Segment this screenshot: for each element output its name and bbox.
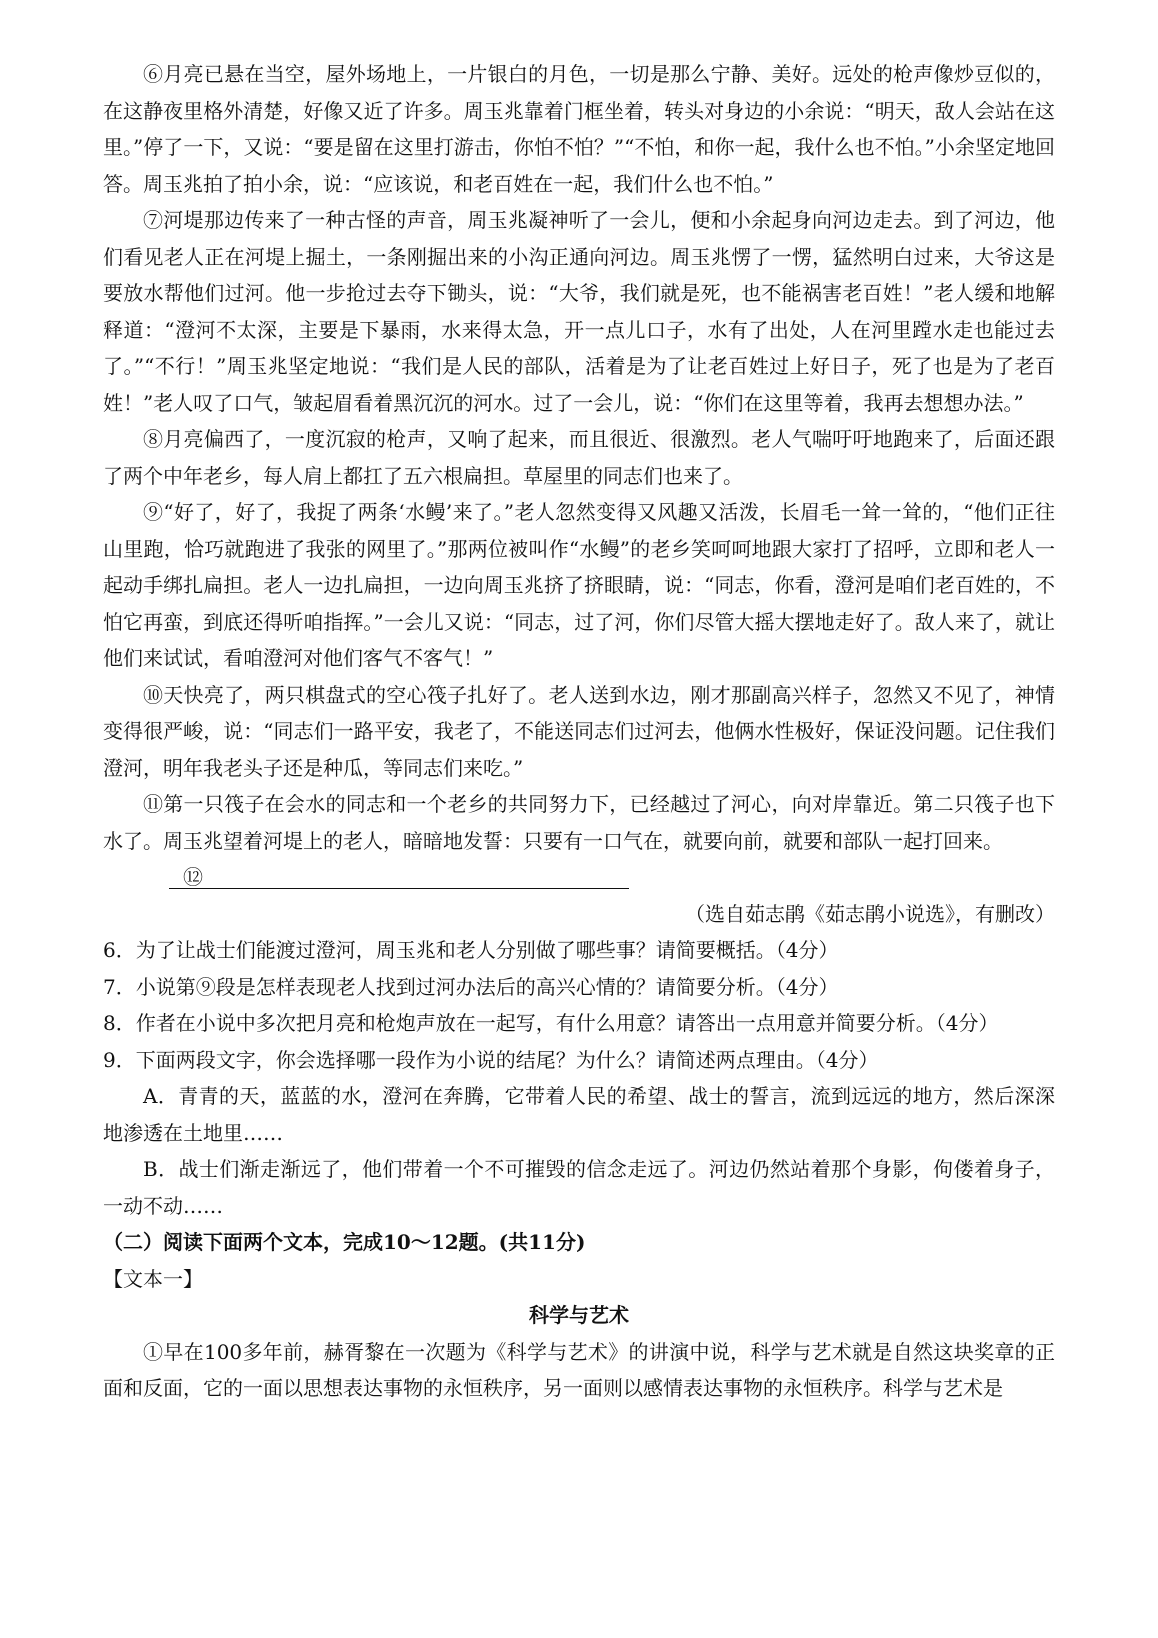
question-9: 9．下面两段文字，你会选择哪一段作为小说的结尾？为什么？请简述两点理由。（4分） — [103, 1047, 879, 1072]
story-paragraph-10: ⑩天快亮了，两只棋盘式的空心筏子扎好了。老人送到水边，刚才那副高兴样子，忽然又不见了，神情变得很严峻，说：“同志们一路平安，我老了，不能送同志们过河去，他俩水性极好，保证没问题。记住我们澄河，明年我老头子还是种瓜，等同志们来吃。” — [103, 682, 1055, 780]
question-9-option-b: B．战士们渐走渐远了，他们带着一个不可摧毁的信念走远了。河边仍然站着那个身影，佝偻着身子，一动不动…… — [103, 1157, 1055, 1218]
text-one-label: 【文本一】 — [103, 1266, 203, 1291]
story-source-citation: （选自茹志鹃《茹志鹃小说选》，有删改） — [685, 901, 1055, 926]
question-6: 6．为了让战士们能渡过澄河，周玉兆和老人分别做了哪些事？请简要概括。（4分） — [103, 938, 839, 962]
story-paragraph-12-blank — [103, 859, 1055, 896]
story-paragraph-9: ⑨“好了，好了，我捉了两条‘水鳗’来了。”老人忽然变得又风趣又活泼，长眉毛一耸一耸的，“他们正往山里跑，恰巧就跑进了我张的网里了。”那两位被叫作“水鳗”的老乡笑呵呵地跟大家打了招呼，立即和老人一起动手绑扎扁担。老人一边扎扁担，一边向周玉兆挤了挤眼睛，说：“同志，你看，澄河是咱们老百姓的，不怕它再蛮，到底还得听咱指挥。”一会儿又说：“同志，过了河，你们尽管大摇大摆地走好了。敌人来了，就让他们来试试，看咱澄河对他们客气不客气！” — [103, 500, 1055, 670]
story-paragraph-8: ⑧月亮偏西了，一度沉寂的枪声，又响了起来，而且很近、很激烈。老人气喘吁吁地跑来了，后面还跟了两个中年老乡，每人肩上都扛了五六根扁担。草屋里的同志们也来了。 — [103, 427, 1055, 488]
answer-blank-line[interactable] — [169, 888, 629, 889]
story-paragraph-7: ⑦河堤那边传来了一种古怪的声音，周玉兆凝神听了一会儿，便和小余起身向河边走去。到了河边，他们看见老人正在河堤上掘土，一条刚掘出来的小沟正通向河边。周玉兆愣了一愣，猛然明白过来，大爷这是要放水帮他们过河。他一步抢过去夺下锄头，说：“大爷，我们就是死，也不能祸害老百姓！”老人缓和地解释道：“澄河不太深，主要是下暴雨，水来得太急，开一点儿口子，水有了出处，人在河里蹚水走也能过去了。”“不行！”周玉兆坚定地说：“我们是人民的部队，活着是为了让老百姓过上好日子，死了也是为了老百姓！”老人叹了口气，皱起眉看着黑沉沉的河水。过了一会儿，说：“你们在这里等着，我再去想想办法。” — [103, 208, 1055, 415]
story-paragraph-11: ⑪第一只筏子在会水的同志和一个老乡的共同努力下，已经越过了河心，向对岸靠近。第二只筏子也下水了。周玉兆望着河堤上的老人，暗暗地发誓：只要有一口气在，就要向前，就要和部队一起打回来。 — [103, 792, 1055, 853]
article-paragraph-1: ①早在100多年前，赫胥黎在一次题为《科学与艺术》的讲演中说，科学与艺术就是自然这块奖章的正面和反面，它的一面以思想表达事物的永恒秩序，另一面则以感情表达事物的永恒秩序。科学与艺术是 — [103, 1339, 1055, 1400]
question-8: 8．作者在小说中多次把月亮和枪炮声放在一起写，有什么用意？请答出一点用意并简要分析。（4分） — [103, 1011, 999, 1035]
story-paragraph-6: ⑥月亮已悬在当空，屋外场地上，一片银白的月色，一切是那么宁静、美好。远处的枪声像炒豆似的，在这静夜里格外清楚，好像又近了许多。周玉兆靠着门框坐着，转头对身边的小余说：“明天，敌人会站在这里。”停了一下，又说：“要是留在这里打游击，你怕不怕？”“不怕，和你一起，我什么也不怕。”小余坚定地回答。周玉兆拍了拍小余，说：“应该说，和老百姓在一起，我们什么也不怕。” — [103, 62, 1055, 196]
paragraph-12-label: ⑫ — [183, 865, 203, 889]
document-page — [103, 56, 1055, 1407]
section-2-heading: （二）阅读下面两个文本，完成10～12题。(共11分) — [103, 1230, 586, 1254]
question-7: 7．小说第⑨段是怎样表现老人找到过河办法后的高兴心情的？请简要分析。（4分） — [103, 974, 839, 999]
question-9-option-a: A．青青的天，蓝蓝的水，澄河在奔腾，它带着人民的希望、战士的誓言，流到远远的地方，然后深深地渗透在土地里…… — [103, 1084, 1055, 1145]
article-title: 科学与艺术 — [529, 1303, 629, 1327]
